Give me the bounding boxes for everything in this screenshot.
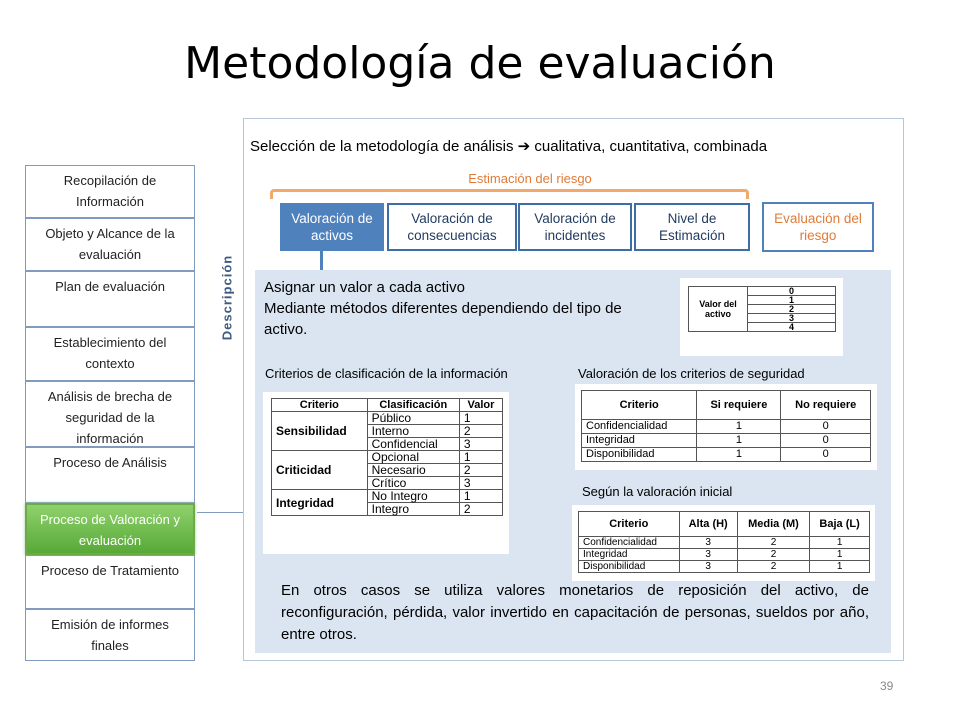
valor-cell: 1 xyxy=(748,296,836,305)
valor-header: Valor del activo xyxy=(689,287,748,332)
ini-cell: 2 xyxy=(737,537,809,549)
clasif-value: 1 xyxy=(459,451,502,464)
descripcion-label: Descripción xyxy=(219,254,235,341)
sidebar-item-brecha[interactable]: Análisis de brecha de seguridad de la información xyxy=(25,381,195,447)
seg-cell: 1 xyxy=(697,434,781,448)
valor-table xyxy=(688,286,836,332)
ini-header: Baja (L) xyxy=(810,512,870,537)
ini-header: Criterio xyxy=(579,512,680,537)
clasif-value: 1 xyxy=(459,490,502,503)
seg-table xyxy=(581,390,871,462)
clasif-header-clasificacion: Clasificación xyxy=(367,399,459,412)
clasif-header-criterio: Criterio xyxy=(272,399,368,412)
seg-cell: 0 xyxy=(781,420,871,434)
stage-evaluacion-riesgo[interactable]: Evaluación del riesgo xyxy=(762,202,874,252)
seg-header: Si requiere xyxy=(697,391,781,420)
clasif-value: 3 xyxy=(459,438,502,451)
inicial-caption: Según la valoración inicial xyxy=(582,484,733,499)
seg-header: Criterio xyxy=(582,391,697,420)
stage-stem xyxy=(320,251,323,271)
seg-cell: Integridad xyxy=(582,434,697,448)
seg-table-wrap xyxy=(575,384,877,470)
ini-cell: 3 xyxy=(679,561,737,573)
clasif-value: 2 xyxy=(459,464,502,477)
valor-cell: 2 xyxy=(748,305,836,314)
stage-nivel-estimacion[interactable]: Nivel de Estimación xyxy=(634,203,750,251)
ini-table xyxy=(578,511,870,573)
seg-cell: 1 xyxy=(697,448,781,462)
clasif-header-valor: Valor xyxy=(459,399,502,412)
ini-cell: 2 xyxy=(737,549,809,561)
sidebar-item-tratamiento[interactable]: Proceso de Tratamiento xyxy=(25,555,195,609)
valor-cell: 0 xyxy=(748,287,836,296)
ini-cell: Confidencialidad xyxy=(579,537,680,549)
valor-cell: 3 xyxy=(748,314,836,323)
clasif-table-wrap xyxy=(263,392,509,554)
seg-cell: 0 xyxy=(781,434,871,448)
clasif-cell: Integro xyxy=(367,503,459,516)
assign-line1: Asignar un valor a cada activo xyxy=(264,279,465,296)
seg-header: No requiere xyxy=(781,391,871,420)
estimacion-label: Estimación del riesgo xyxy=(468,171,592,186)
seg-cell: 0 xyxy=(781,448,871,462)
clasif-table xyxy=(271,398,503,516)
sidebar-item-analisis[interactable]: Proceso de Análisis xyxy=(25,447,195,503)
ini-cell: 1 xyxy=(810,549,870,561)
ini-table-wrap xyxy=(572,505,875,581)
clasif-cell: Público xyxy=(367,412,459,425)
stage-valoracion-activos[interactable]: Valoración de activos xyxy=(280,203,384,251)
clasif-cell: Opcional xyxy=(367,451,459,464)
seg-cell: 1 xyxy=(697,420,781,434)
ini-cell: 3 xyxy=(679,537,737,549)
valor-cell: 4 xyxy=(748,323,836,332)
seg-cell: Disponibilidad xyxy=(582,448,697,462)
sidebar-item-plan[interactable]: Plan de evaluación xyxy=(25,271,195,327)
clasif-criterio: Sensibilidad xyxy=(272,412,368,451)
clasif-cell: Interno xyxy=(367,425,459,438)
ini-header: Media (M) xyxy=(737,512,809,537)
clasif-criterio: Integridad xyxy=(272,490,368,516)
clasif-value: 2 xyxy=(459,503,502,516)
ini-cell: 3 xyxy=(679,549,737,561)
sidebar-item-recopilacion[interactable]: Recopilación de Información xyxy=(25,165,195,218)
ini-cell: 1 xyxy=(810,537,870,549)
sidebar-item-valoracion[interactable]: Proceso de Valoración y evaluación xyxy=(25,503,195,555)
estimacion-bracket xyxy=(270,189,749,199)
valor-table-wrap xyxy=(680,278,843,356)
other-cases-text: En otros casos se utiliza valores monetarios de reposición del activo, de reconfiguración, pérdida, valor invertido en capacitación de personas, sueldos por año, entre otros. xyxy=(281,582,869,643)
page-title: Metodología de evaluación xyxy=(184,38,776,89)
assign-text xyxy=(264,277,664,340)
seg-cell: Confidencialidad xyxy=(582,420,697,434)
sidebar-connector-line xyxy=(197,512,243,513)
ini-cell: Disponibilidad xyxy=(579,561,680,573)
selection-text: Selección de la metodología de análisis ➔ cualitativa, cuantitativa, combinada xyxy=(250,138,768,155)
clasif-cell: Confidencial xyxy=(367,438,459,451)
page-number: 39 xyxy=(880,679,894,693)
valoracion-caption: Valoración de los criterios de seguridad xyxy=(578,366,805,381)
clasif-value: 2 xyxy=(459,425,502,438)
ini-header: Alta (H) xyxy=(679,512,737,537)
clasif-cell: Necesario xyxy=(367,464,459,477)
sidebar-item-objeto-alcance[interactable]: Objeto y Alcance de la evaluación xyxy=(25,218,195,271)
sidebar-item-contexto[interactable]: Establecimiento del contexto xyxy=(25,327,195,381)
ini-cell: 1 xyxy=(810,561,870,573)
stage-valoracion-incidentes[interactable]: Valoración de incidentes xyxy=(518,203,632,251)
clasif-criterio: Criticidad xyxy=(272,451,368,490)
ini-cell: 2 xyxy=(737,561,809,573)
ini-cell: Integridad xyxy=(579,549,680,561)
clasif-cell: No Integro xyxy=(367,490,459,503)
sidebar-item-informes[interactable]: Emisión de informes finales xyxy=(25,609,195,661)
criterios-caption: Criterios de clasificación de la información xyxy=(265,366,508,381)
clasif-value: 3 xyxy=(459,477,502,490)
stage-valoracion-consecuencias[interactable]: Valoración de consecuencias xyxy=(387,203,517,251)
assign-line2: Mediante métodos diferentes dependiendo del tipo de activo. xyxy=(264,300,622,338)
clasif-value: 1 xyxy=(459,412,502,425)
clasif-cell: Crítico xyxy=(367,477,459,490)
